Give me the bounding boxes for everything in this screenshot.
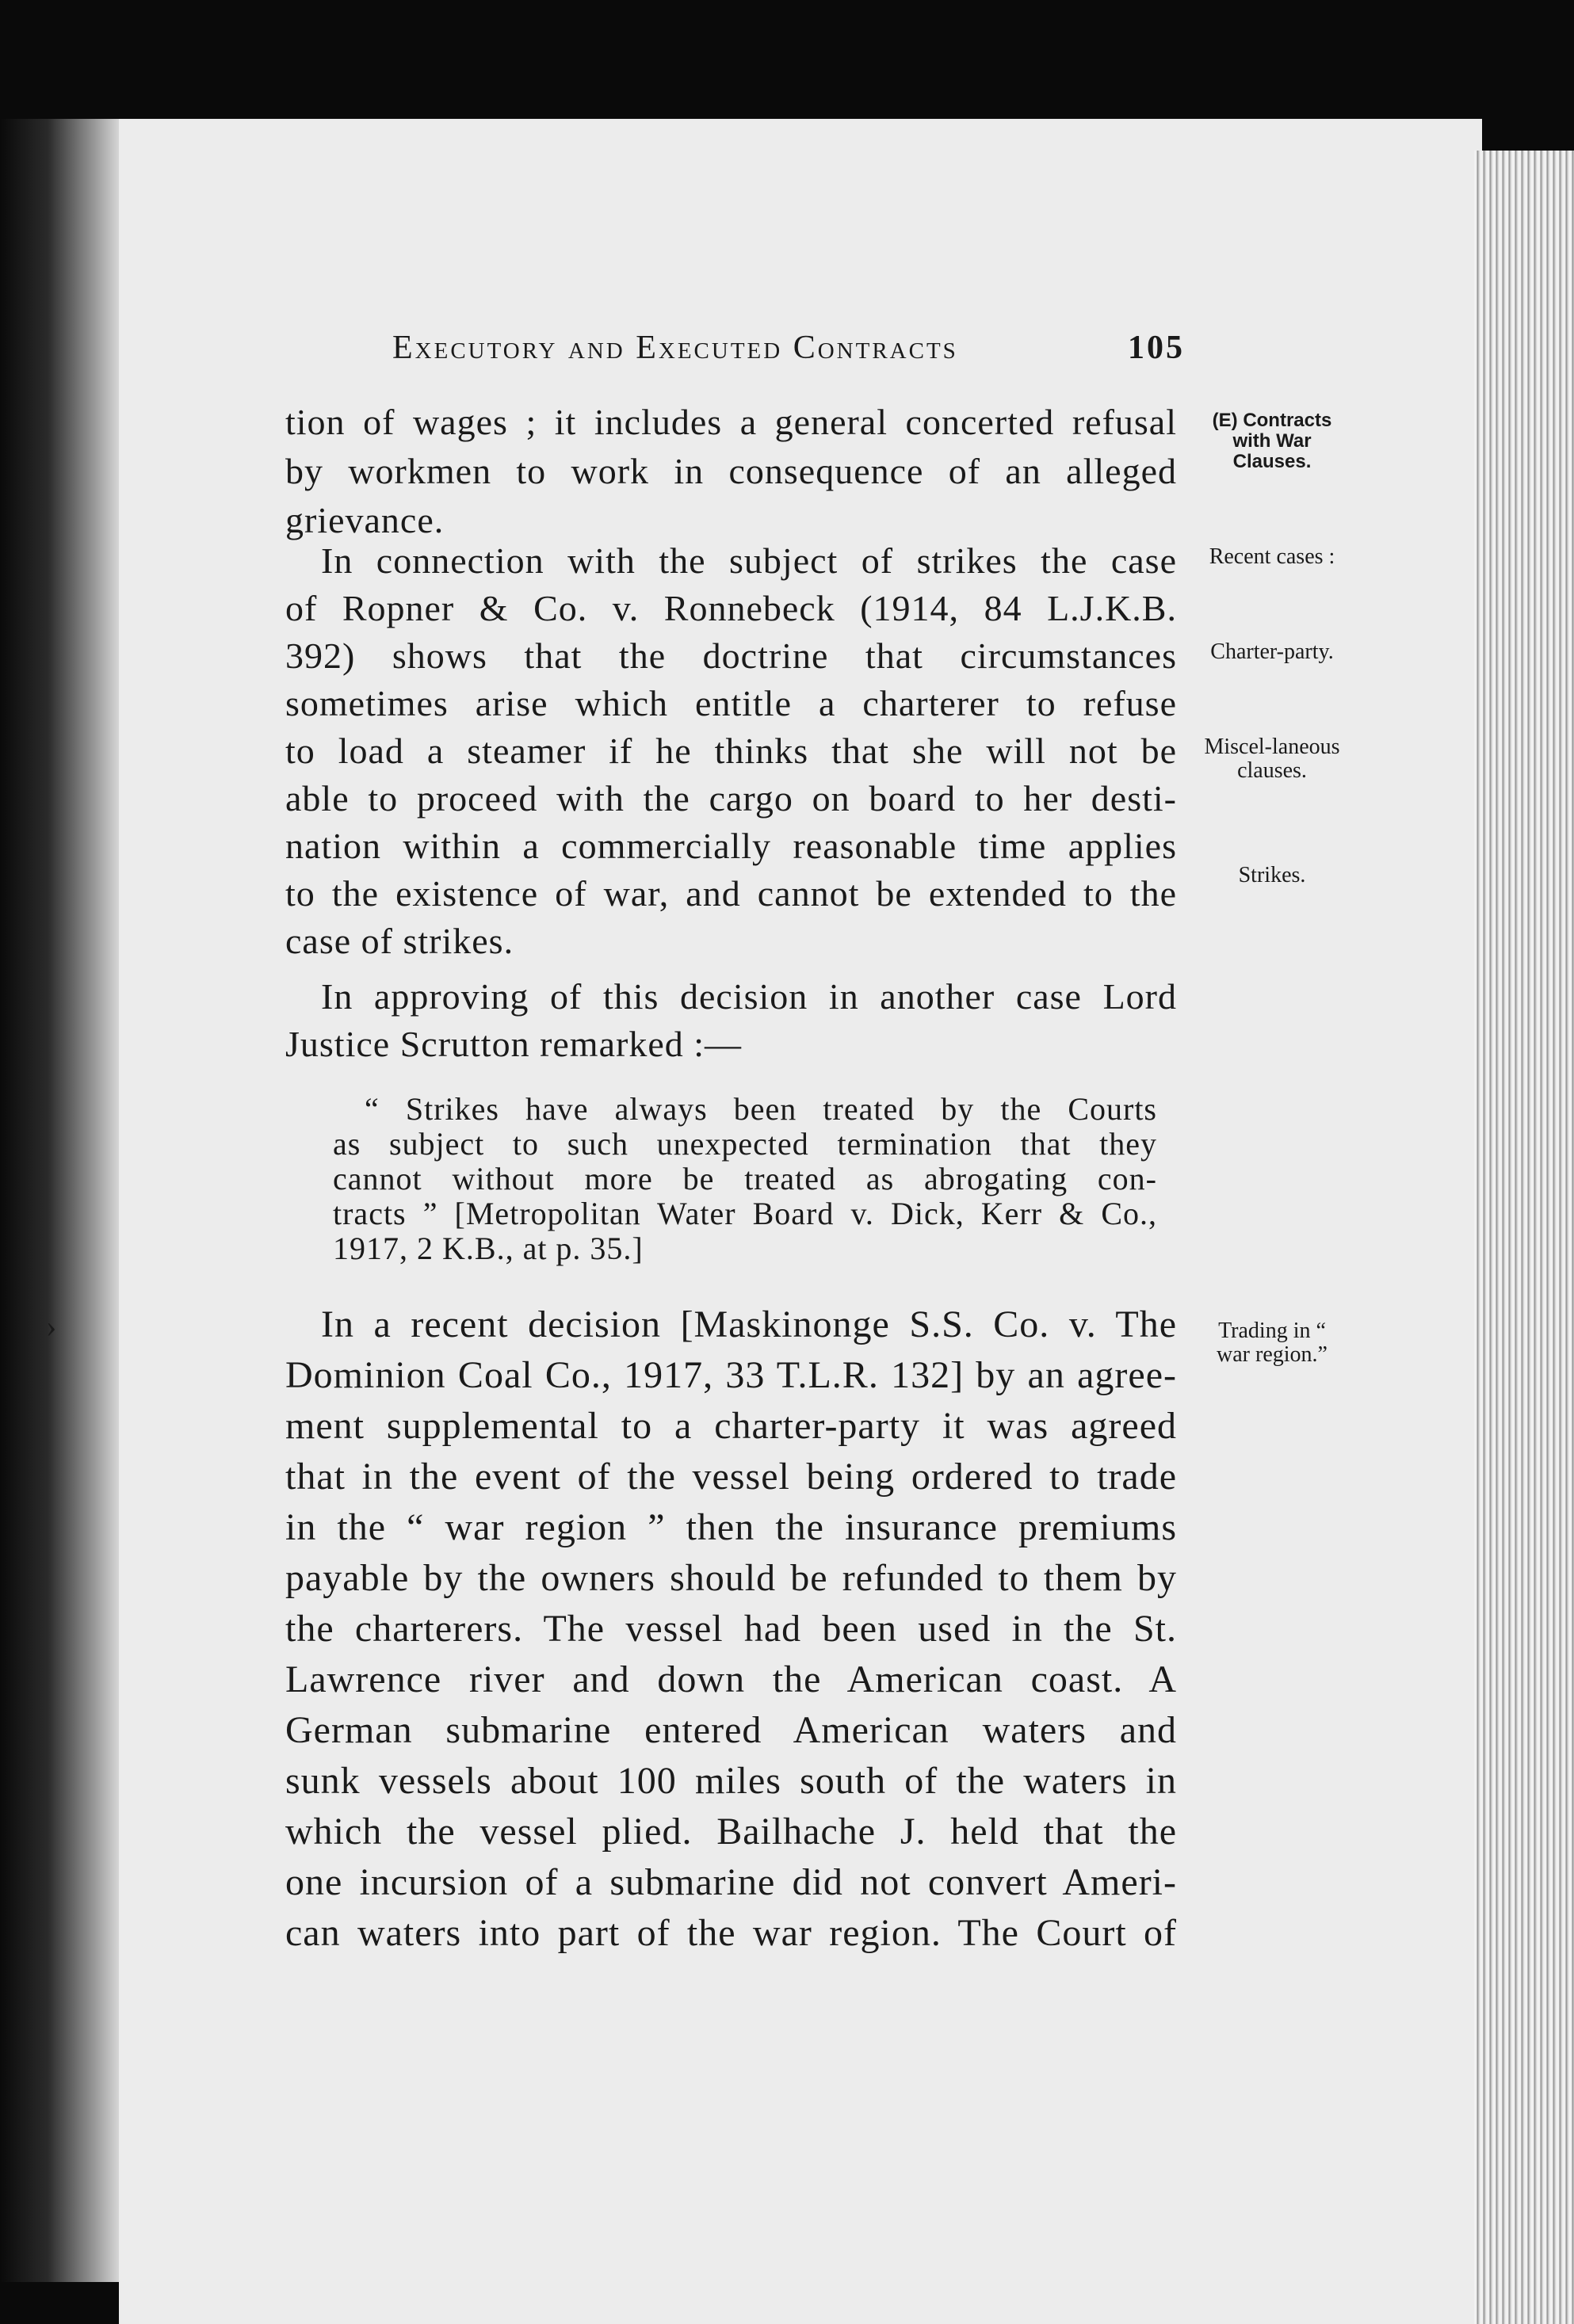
text-line: by workmen to work in consequence of an alleged (285, 451, 1177, 491)
text-line: which the vessel plied. Bailhache J. held that the (285, 1811, 1177, 1853)
quote-line: cannot without more be treated as abrogating con- (333, 1162, 1157, 1196)
quote-line: tracts ” [Metropolitan Water Board v. Dick, Kerr & Co., (333, 1196, 1157, 1231)
running-header (392, 329, 1185, 376)
text-line: In approving of this decision in another case Lord (321, 976, 1177, 1017)
text-line: In connection with the subject of strikes the case (321, 540, 1177, 581)
text-line: 392) shows that the doctrine that circumstances (285, 635, 1177, 676)
text-line: Justice Scrutton remarked :— (285, 1024, 743, 1064)
text-line: the charterers. The vessel had been used in the St. (285, 1608, 1177, 1650)
page-edges (1474, 151, 1574, 2324)
text-line: Dominion Coal Co., 1917, 33 T.L.R. 132] by an agree- (285, 1354, 1177, 1396)
text-line: in the “ war region ” then the insurance premiums (285, 1506, 1177, 1548)
margin-note-strikes: Strikes. (1238, 863, 1306, 887)
text-line: can waters into part of the war region. The Court of (285, 1912, 1177, 1954)
margin-note-misc: Miscel-laneous clauses. (1204, 735, 1340, 783)
text-line: payable by the owners should be refunded to them by (285, 1557, 1177, 1599)
page-number: 105 (1128, 330, 1185, 366)
margin-note-charter: Charter-party. (1210, 639, 1334, 664)
text-line: of Ropner & Co. v. Ronnebeck (1914, 84 L.J.K.B. (285, 588, 1177, 628)
text-line: grievance. (285, 500, 445, 540)
text-line: sometimes arise which entitle a charterer to refuse (285, 683, 1177, 723)
text-line: Lawrence river and down the American coast. A (285, 1658, 1177, 1700)
running-title: Executory and Executed Contracts (392, 330, 958, 366)
margin-note-trading: Trading in “ war region.” (1217, 1318, 1328, 1367)
margin-note-recent: Recent cases : (1209, 544, 1335, 569)
quote-line: “ Strikes have always been treated by the Courts (365, 1092, 1157, 1127)
book-gutter (0, 119, 119, 2324)
text-line: ment supplemental to a charter-party it was agreed (285, 1405, 1177, 1447)
margin-mark: › (46, 1308, 57, 1344)
quote-line: as subject to such unexpected termination that they (333, 1127, 1157, 1162)
quote-line: 1917, 2 K.B., at p. 35.] (333, 1231, 644, 1266)
scan-top-border (0, 0, 1574, 119)
scan-corner (0, 2282, 119, 2324)
text-line: case of strikes. (285, 921, 514, 961)
text-line: In a recent decision [Maskinonge S.S. Co. v. The (321, 1303, 1177, 1345)
text-line: German submarine entered American waters and (285, 1709, 1177, 1751)
text-line: tion of wages ; it includes a general concerted refusal (285, 402, 1177, 442)
text-line: nation within a commercially reasonable time applies (285, 826, 1177, 866)
margin-note-section: (E) Contracts with War Clauses. (1212, 410, 1332, 472)
text-line: to load a steamer if he thinks that she will not be (285, 731, 1177, 771)
text-line: to the existence of war, and cannot be extended to the (285, 873, 1177, 914)
text-line: sunk vessels about 100 miles south of the waters in (285, 1760, 1177, 1802)
text-line: able to proceed with the cargo on board to her desti- (285, 778, 1177, 819)
text-line: one incursion of a submarine did not convert Ameri- (285, 1861, 1177, 1903)
text-line: that in the event of the vessel being ordered to trade (285, 1456, 1177, 1498)
